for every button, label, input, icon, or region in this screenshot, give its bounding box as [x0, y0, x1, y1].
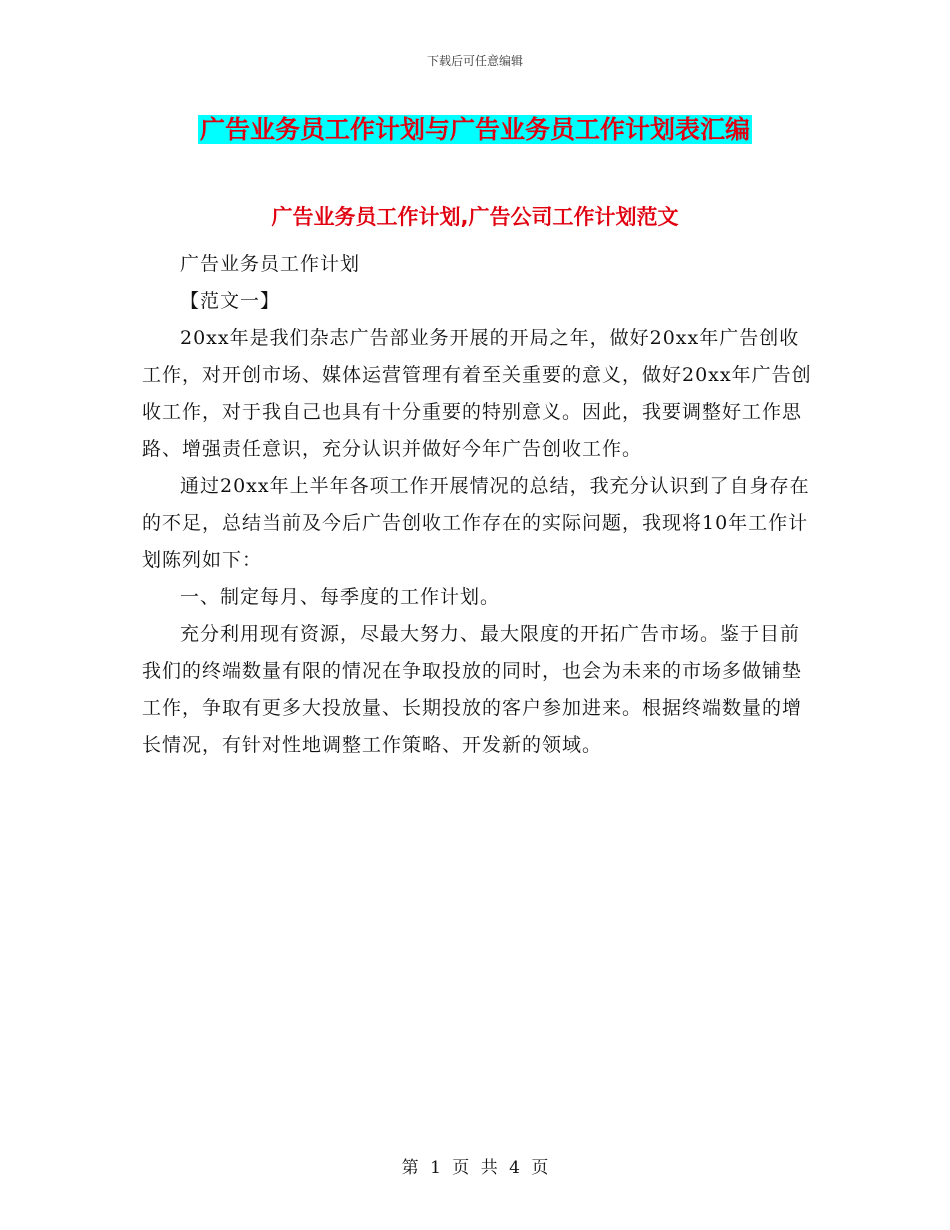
document-title-text: 广告业务员工作计划与广告业务员工作计划表汇编	[199, 115, 750, 144]
download-note: 下载后可任意编辑	[426, 54, 523, 68]
section-heading: 广告业务员工作计划	[180, 253, 361, 275]
sample-label: 【范文一】	[180, 290, 281, 312]
page-number: 第 1 页 共 4 页	[401, 1158, 549, 1178]
body-paragraph: 20xx年是我们杂志广告部业务开展的开局之年，做好20xx年广告创收工作，对开创市场、媒体运营管理有着至关重要的意义，做好20xx年广告创收工作，对于我自己也具有十分重要的特别意义。因此，我要调整好工作思路、增强责任意识，充分认识并做好今年广告创收工作。	[142, 327, 812, 460]
document-body	[142, 246, 812, 764]
plan-item-heading: 一、制定每月、每季度的工作计划。	[180, 586, 501, 608]
body-paragraph: 充分利用现有资源，尽最大努力、最大限度的开拓广告市场。鉴于目前我们的终端数量有限的情况在争取投放的同时，也会为未来的市场多做铺垫工作，争取有更多大投放量、长期投放的客户参加进来。根据终端数量的增长情况，有针对性地调整工作策略、开发新的领域。	[142, 623, 803, 756]
body-paragraph: 通过20xx年上半年各项工作开展情况的总结，我充分认识到了自身存在的不足，总结当前及今后广告创收工作存在的实际问题，我现将10年工作计划陈列如下：	[142, 475, 810, 571]
document-subtitle: 广告业务员工作计划,广告公司工作计划范文	[271, 205, 679, 229]
document-title	[0, 112, 950, 148]
